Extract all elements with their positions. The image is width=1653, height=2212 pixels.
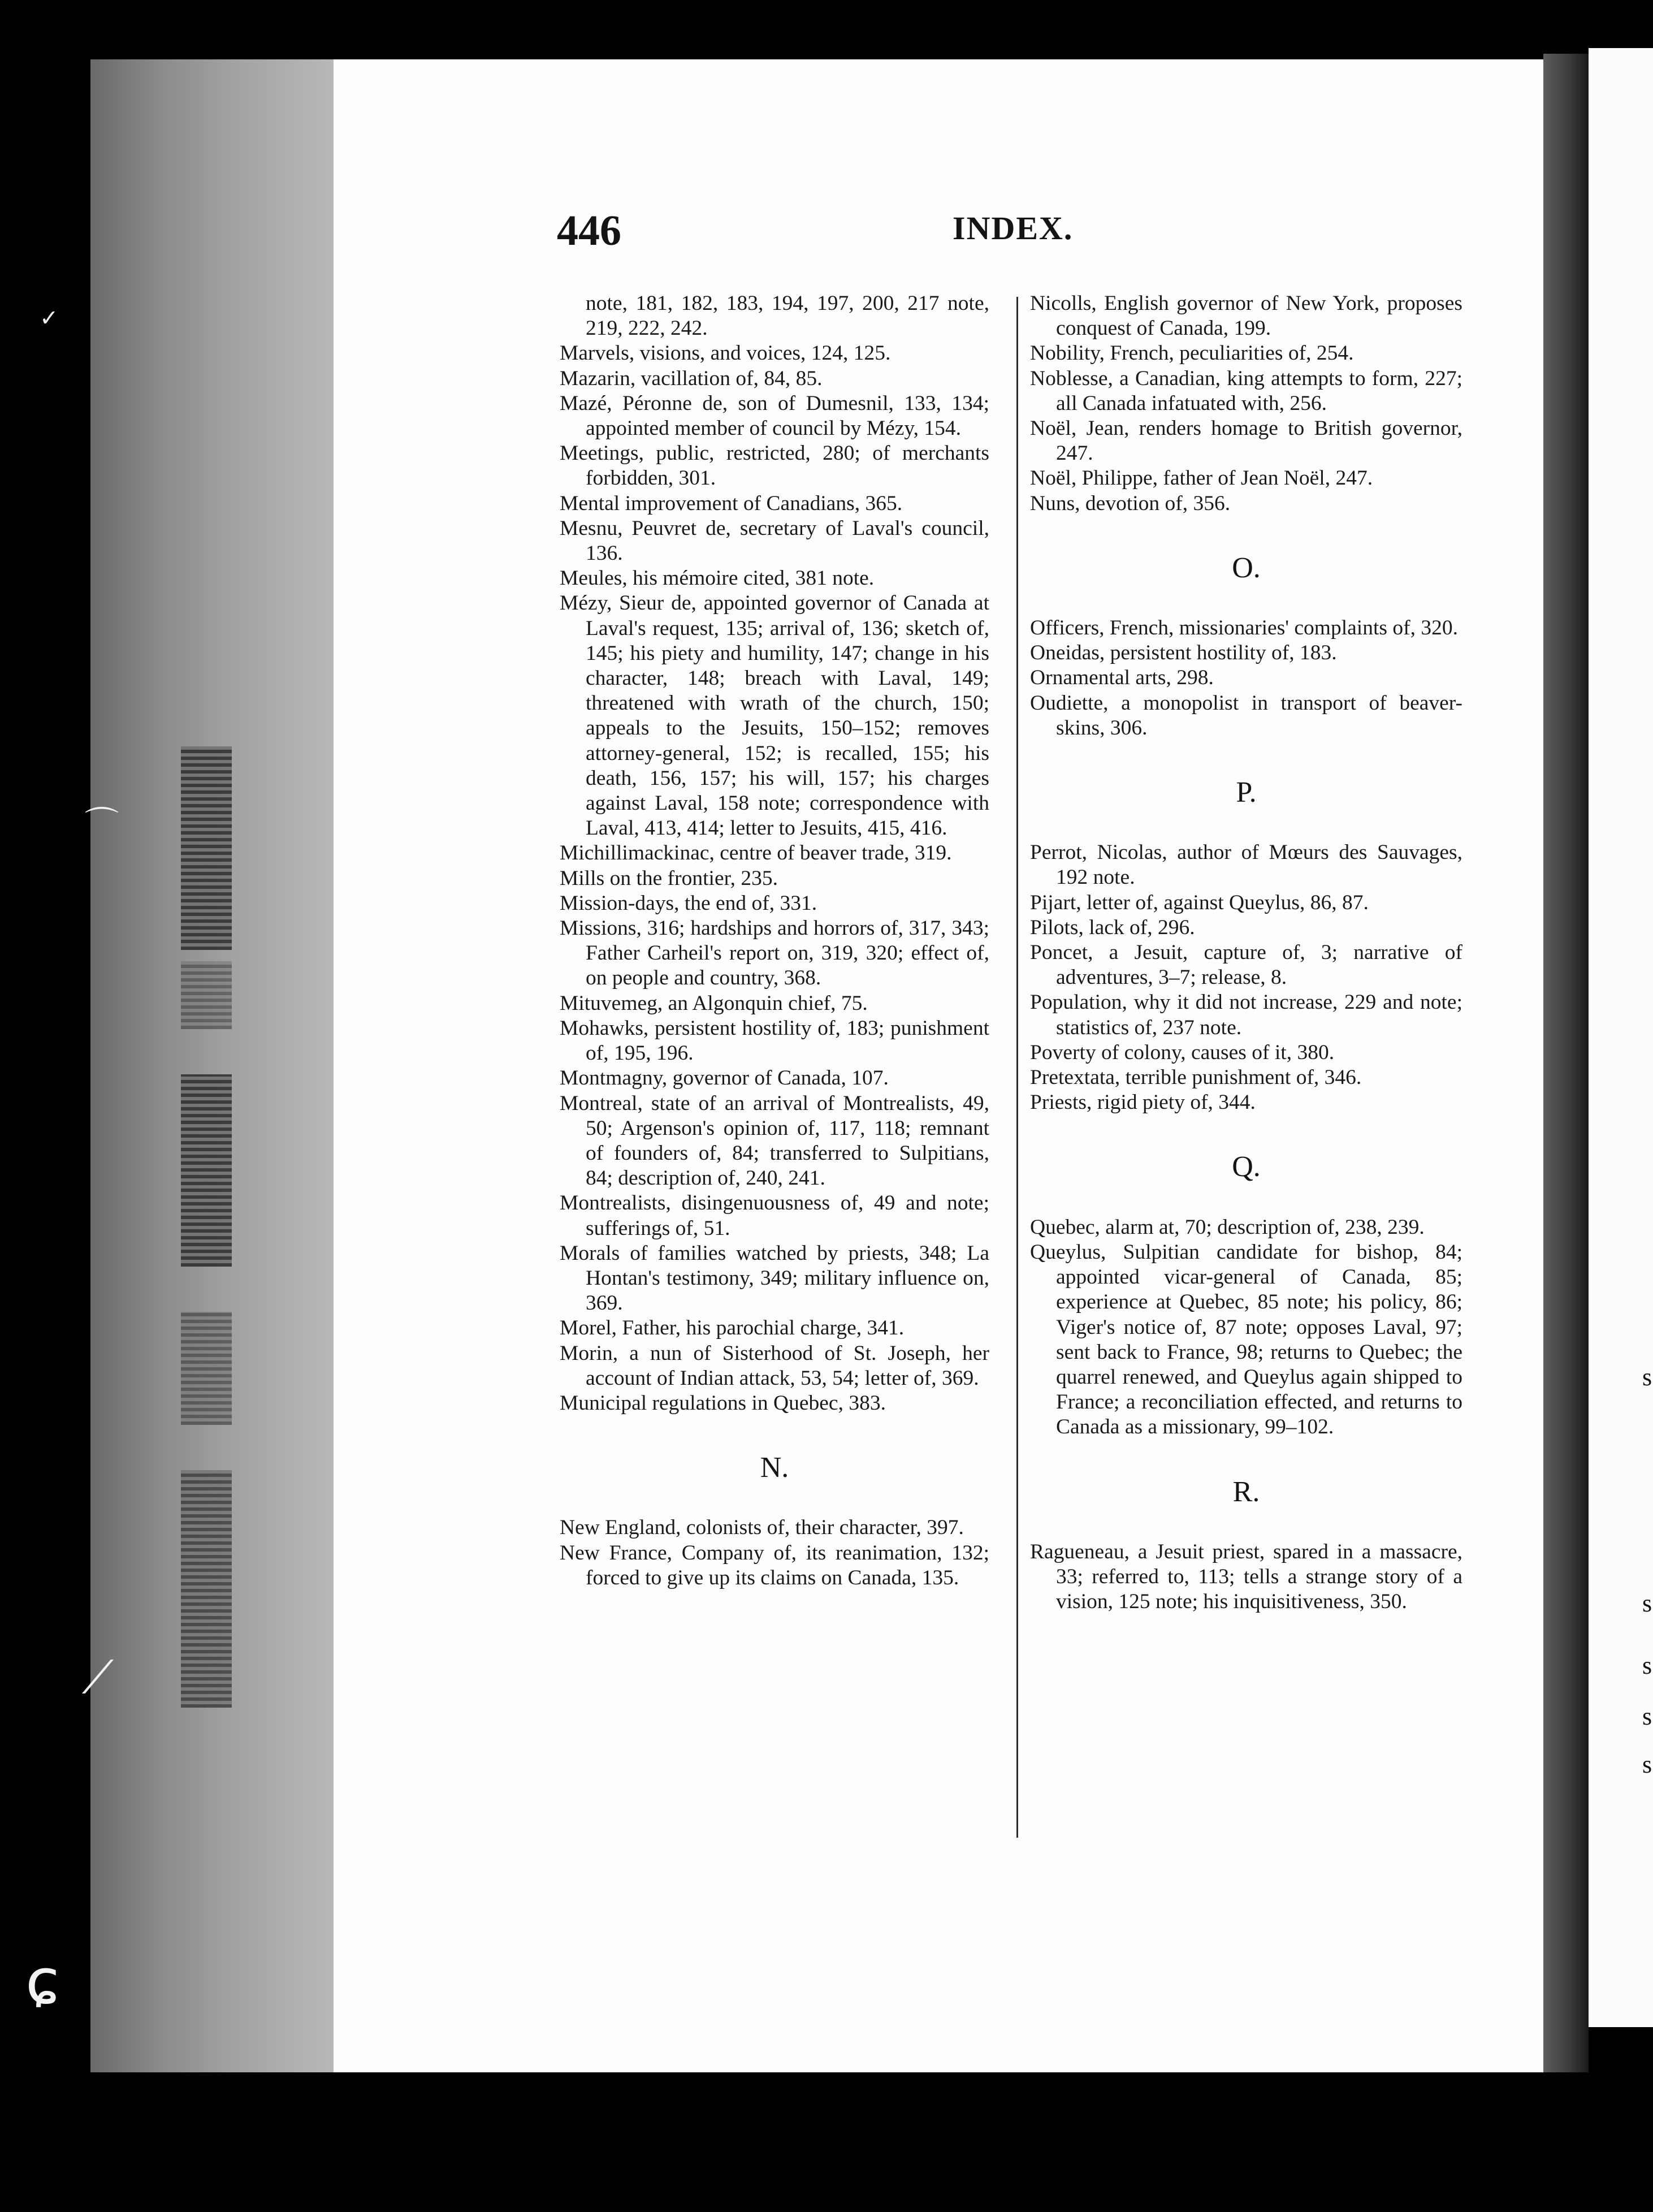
column-rule: [1016, 297, 1018, 1838]
index-entry: Municipal regulations in Quebec, 383.: [560, 1391, 886, 1415]
index-entry: Poncet, a Jesuit, capture of, 3; narrative of adventures, 3–7; release, 8.: [1030, 941, 1462, 990]
index-entry: Pretextata, terrible punishment of, 346.: [1030, 1066, 1362, 1090]
index-entry: Noël, Philippe, father of Jean Noël, 247.: [1030, 466, 1373, 490]
spine-marking: [181, 746, 232, 950]
index-entry: New England, colonists of, their character, 397.: [560, 1516, 964, 1540]
index-entry: Pilots, lack of, 296.: [1030, 915, 1195, 939]
facing-page-fragment: s: [1642, 1751, 1652, 1778]
index-entry: Mituvemeg, an Algonquin chief, 75.: [560, 991, 868, 1015]
index-entry-continuation: note, 181, 182, 183, 194, 197, 200, 217 note, 219, 222, 242.: [586, 292, 989, 340]
index-entry: Meules, his mémoire cited, 381 note.: [560, 567, 875, 590]
index-column-right: [1030, 291, 1462, 1614]
index-entry: Morin, a nun of Sisterhood of St. Joseph, her account of Indian attack, 53, 54; letter of, 369.: [560, 1341, 989, 1390]
index-entry: Mazé, Péronne de, son of Dumesnil, 133, 134; appointed member of council by Mézy, 154.: [560, 391, 989, 440]
index-entry: Michillimackinac, centre of beaver trade, 319.: [560, 841, 952, 865]
index-entry: Noël, Jean, renders homage to British governor, 247.: [1030, 417, 1462, 465]
film-scratch: ⟋: [82, 1651, 114, 1704]
index-entry: Population, why it did not increase, 229 and note; statistics of, 237 note.: [1030, 991, 1462, 1039]
index-entry: Priests, rigid piety of, 344.: [1030, 1091, 1256, 1114]
index-entry: New France, Company of, its reanimation, 132; forced to give up its claims on Canada, 135.: [560, 1541, 989, 1589]
film-scratch: ɕ: [25, 1945, 60, 2017]
index-entry: Pijart, letter of, against Queylus, 86, 87.: [1030, 891, 1369, 914]
index-entry: Mézy, Sieur de, appointed governor of Canada at Laval's request, 135; arrival of, 136; sketch of, 145; his piety and humility, 147; change in his character, 148; breach with Laval, 149; threatened with wrath of the church, 150; appeals to the Jesuits, 150–152; removes attorney-general, 152; is recalled, 155; his death, 156, 157; his will, 157; his charges against Laval, 158 note; correspondence with Laval, 413, 414; letter to Jesuits, 415, 416.: [560, 591, 989, 840]
index-entry: Oudiette, a monopolist in transport of beaver-skins, 306.: [1030, 691, 1462, 740]
film-scratch: ✓: [40, 305, 59, 331]
index-entry: Noblesse, a Canadian, king attempts to form, 227; all Canada infatuated with, 256.: [1030, 366, 1462, 415]
facing-page-fragment: s: [1642, 1589, 1652, 1617]
spine-marking: [181, 1312, 232, 1425]
index-entry: Perrot, Nicolas, author of Mœurs des Sauvages, 192 note.: [1030, 841, 1462, 889]
section-letter-n: N.: [760, 1451, 789, 1484]
index-entry: Mazarin, vacillation of, 84, 85.: [560, 366, 823, 390]
index-entry: Ragueneau, a Jesuit priest, spared in a massacre, 33; referred to, 113; tells a strange story of a vision, 125 note; his inquisitiveness, 350.: [1030, 1540, 1462, 1614]
section-letter-r: R.: [1232, 1475, 1260, 1508]
index-entry: Nobility, French, peculiarities of, 254.: [1030, 342, 1354, 365]
index-entry: Ornamental arts, 298.: [1030, 666, 1214, 690]
page-gutter-shadow: [1543, 54, 1589, 2072]
page-number: 446: [557, 207, 621, 254]
index-entry: Mesnu, Peuvret de, secretary of Laval's council, 136.: [560, 516, 989, 565]
index-entry: Missions, 316; hardships and horrors of, 317, 343; Father Carheil's report on, 319, 320; effect of, on people and country, 368.: [560, 917, 989, 990]
facing-page-fragment: s: [1642, 1363, 1652, 1391]
index-entry: Mills on the frontier, 235.: [560, 866, 778, 890]
index-entry: Nuns, devotion of, 356.: [1030, 491, 1231, 515]
spine-marking: [181, 961, 232, 1029]
index-entry: Montmagny, governor of Canada, 107.: [560, 1066, 889, 1090]
index-entry: Nicolls, English governor of New York, proposes conquest of Canada, 199.: [1030, 292, 1462, 340]
spine-marking: [181, 1470, 232, 1708]
index-entry: Morals of families watched by priests, 348; La Hontan's testimony, 349; military influence on, 369.: [560, 1241, 989, 1315]
index-column-left: [560, 291, 989, 1591]
book-spine-edge: [90, 59, 334, 2072]
section-letter-q: Q.: [1232, 1151, 1261, 1183]
facing-page-fragment: s: [1642, 1703, 1652, 1730]
facing-page-fragment: s: [1642, 1652, 1652, 1679]
index-entry: Mission-days, the end of, 331.: [560, 891, 817, 915]
running-title: INDEX.: [953, 210, 1074, 247]
section-letter-o: O.: [1232, 551, 1261, 584]
index-entry: Poverty of colony, causes of it, 380.: [1030, 1040, 1335, 1064]
index-entry: Queylus, Sulpitian candidate for bishop, 84; appointed vicar-general of Canada, 85; experience at Quebec, 85 note; his policy, 86; Viger's notice of, 87 note; opposes Laval, 97; sent back to France, 98; returns to Quebec; the quarrel renewed, and Queylus again shipped to France; a reconciliation effected, and returns to Canada as a missionary, 99–102.: [1030, 1240, 1462, 1439]
index-entry: Officers, French, missionaries' complaints of, 320.: [1030, 616, 1458, 640]
index-entry: Mohawks, persistent hostility of, 183; punishment of, 195, 196.: [560, 1016, 989, 1065]
section-letter-p: P.: [1236, 776, 1257, 809]
index-entry: Morel, Father, his parochial charge, 341.: [560, 1316, 905, 1340]
index-entry: Oneidas, persistent hostility of, 183.: [1030, 641, 1337, 665]
spine-marking: [181, 1074, 232, 1267]
index-entry: Marvels, visions, and voices, 124, 125.: [560, 342, 891, 365]
index-entry: Meetings, public, restricted, 280; of merchants forbidden, 301.: [560, 442, 989, 490]
film-scratch: ⌒: [85, 805, 119, 844]
index-entry: Montreal, state of an arrival of Montrealists, 49, 50; Argenson's opinion of, 117, 118; remnant of founders of, 84; transferred to Sulpitians, 84; description of, 240, 241.: [560, 1091, 989, 1190]
index-entry: Quebec, alarm at, 70; description of, 238, 239.: [1030, 1215, 1425, 1239]
index-entry: Mental improvement of Canadians, 365.: [560, 491, 903, 515]
index-entry: Montrealists, disingenuousness of, 49 and note; sufferings of, 51.: [560, 1191, 989, 1240]
